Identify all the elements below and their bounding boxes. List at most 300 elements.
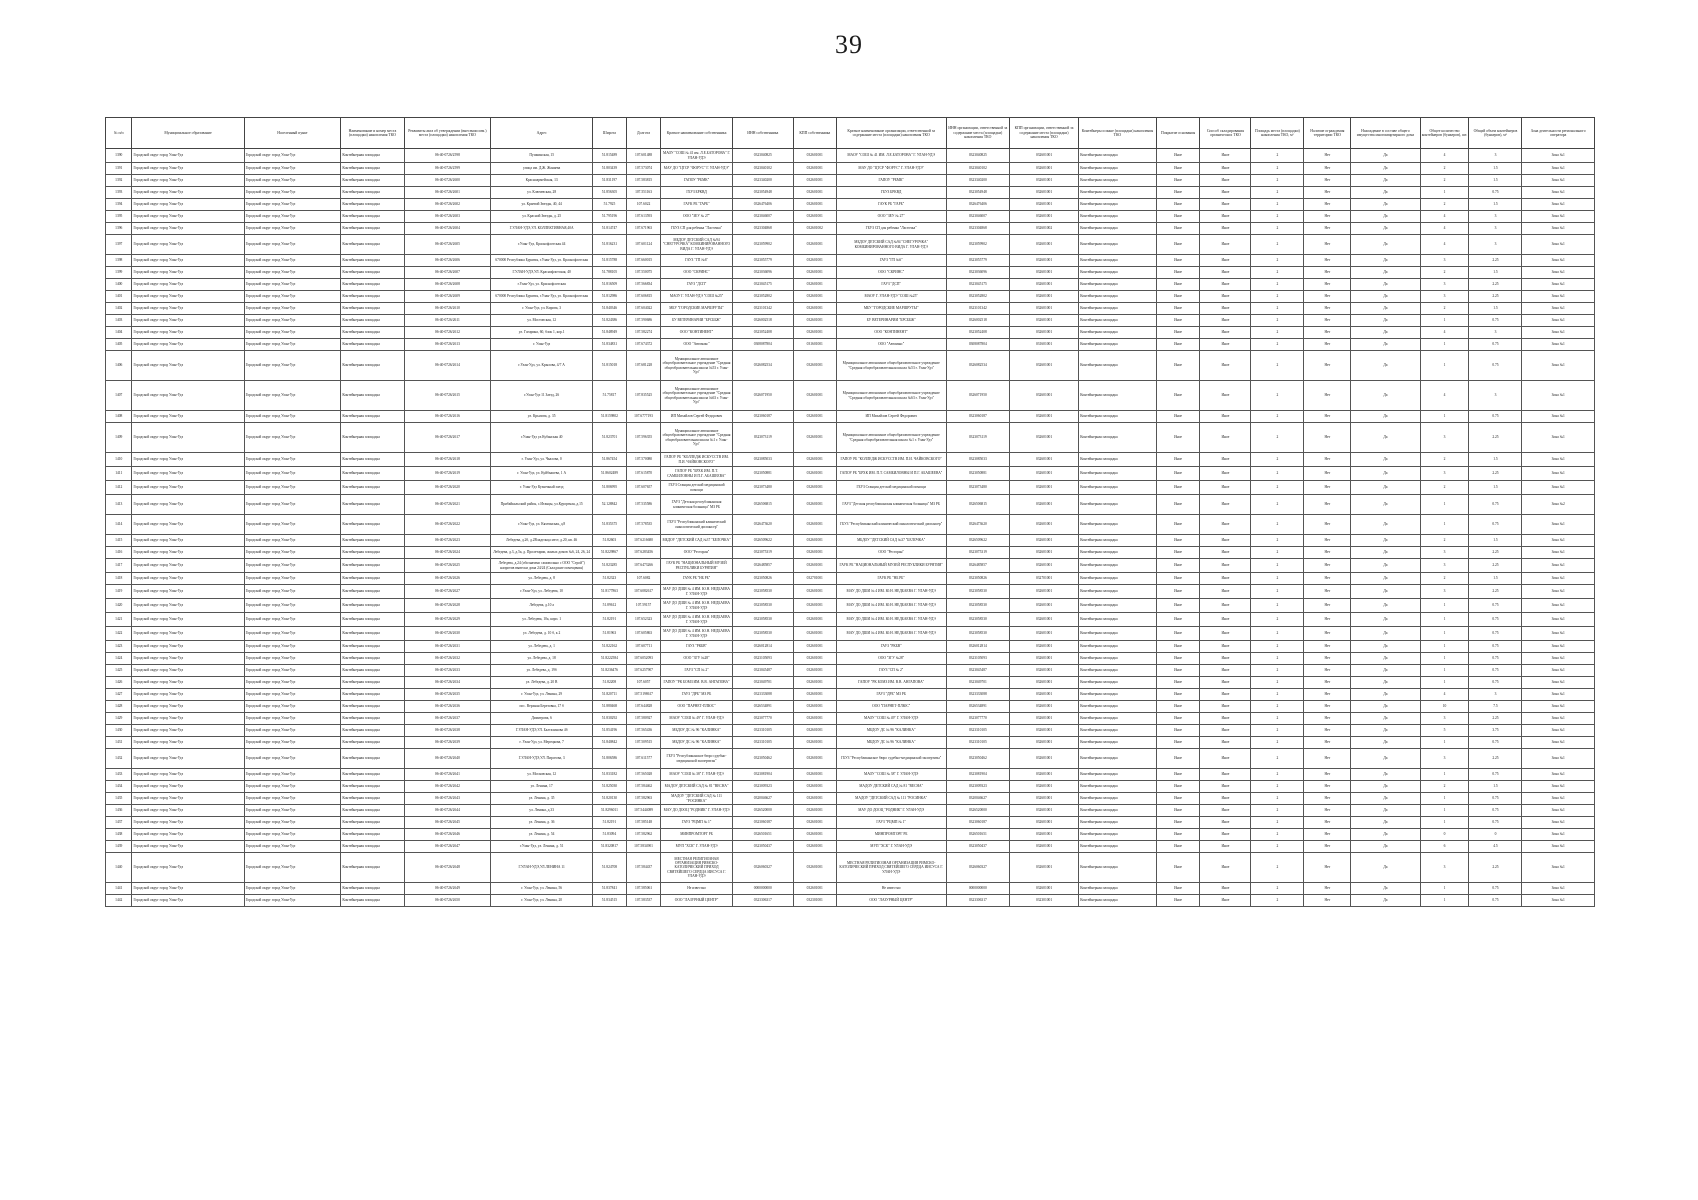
table-cell: 2 bbox=[1251, 829, 1304, 841]
table-cell: Контейнерная площадка bbox=[1079, 701, 1156, 713]
table-cell: 0323306317 bbox=[732, 895, 793, 907]
table-cell: Зона №1 bbox=[1522, 749, 1595, 769]
table-cell: Городской округ город Улан-Удэ bbox=[244, 613, 341, 627]
table-row bbox=[106, 423, 1595, 453]
table-cell: 1437 bbox=[106, 817, 132, 829]
table-cell: Городской округ город Улан-Удэ bbox=[132, 235, 244, 255]
table-cell: 2 bbox=[1251, 817, 1304, 829]
table-row bbox=[106, 627, 1595, 641]
table-cell: Контейнерная площадка bbox=[341, 279, 404, 291]
table-cell: 0323075319 bbox=[946, 547, 1009, 559]
table-cell: МИНПРОМТОРГ РБ bbox=[836, 829, 946, 841]
table-cell: Контейнерная площадка bbox=[341, 411, 404, 423]
table-cell: 1 bbox=[1420, 351, 1469, 381]
table-cell: 06-40-0726/2649 bbox=[404, 883, 491, 895]
table-cell: 032601001 bbox=[1009, 829, 1078, 841]
table-cell: Иное bbox=[1200, 149, 1251, 163]
table-cell: 0.75 bbox=[1469, 627, 1522, 641]
table-cell: 0 bbox=[1420, 829, 1469, 841]
table-cell: 032601001 bbox=[793, 187, 836, 199]
table-cell: Контейнерная площадка bbox=[1079, 805, 1156, 817]
table-cell: 107.551163 bbox=[626, 187, 661, 199]
table-cell: 032601001 bbox=[793, 235, 836, 255]
table-cell: Иное bbox=[1200, 781, 1251, 793]
table-cell: Иное bbox=[1200, 769, 1251, 781]
table-cell: Контейнерная площадка bbox=[1079, 689, 1156, 701]
table-cell: Городской округ город Улан-Удэ bbox=[132, 535, 244, 547]
table-cell: 031601001 bbox=[1009, 339, 1078, 351]
table-cell: 107.606815 bbox=[626, 291, 661, 303]
table-row bbox=[106, 411, 1595, 423]
table-cell: 2 bbox=[1251, 315, 1304, 327]
table-cell: Иное bbox=[1200, 291, 1251, 303]
table-cell: МАДОУ ДЕТСКИЙ САД № 81 "ВЕСНА" bbox=[661, 781, 732, 793]
table-cell: 0326002518 bbox=[732, 315, 793, 327]
table-cell: 2 bbox=[1251, 303, 1304, 315]
table-cell: 032601001 bbox=[793, 613, 836, 627]
table-cell: Зона №1 bbox=[1522, 515, 1595, 535]
table-cell: Да bbox=[1351, 255, 1420, 267]
table-cell: ГАУЗ "СП № 2" bbox=[661, 665, 732, 677]
table-cell: 1 bbox=[1420, 883, 1469, 895]
table-cell: 51.803439 bbox=[593, 163, 627, 175]
table-cell: 51.840842 bbox=[593, 737, 627, 749]
table-cell: 06-40-0726/2644 bbox=[404, 805, 491, 817]
table-cell: 032601001 bbox=[1009, 737, 1078, 749]
table-cell: Да bbox=[1351, 641, 1420, 653]
table-cell: 0323081904 bbox=[946, 769, 1009, 781]
table-cell: Зона №1 bbox=[1522, 279, 1595, 291]
table-cell: Зона №1 bbox=[1522, 805, 1595, 817]
table-cell: Городской округ город Улан-Удэ bbox=[244, 627, 341, 641]
table-cell: ул. Краевой Звезды, 40, 44 bbox=[491, 199, 593, 211]
table-cell: 0323310105 bbox=[732, 737, 793, 749]
table-cell: 1421 bbox=[106, 613, 132, 627]
table-cell: 032601001 bbox=[793, 255, 836, 267]
table-cell: Контейнерная площадка bbox=[1079, 599, 1156, 613]
table-cell: Пушкинская, 15 bbox=[491, 149, 593, 163]
table-cell: ул. Московская, 12 bbox=[491, 769, 593, 781]
table-cell: Городской округ город Улан-Удэ bbox=[244, 769, 341, 781]
table-cell: ГАПОУ "РБМК" bbox=[661, 175, 732, 187]
table-cell: 1 bbox=[1420, 315, 1469, 327]
column-header: Наименование и номер места (площадки) накопления ТКО bbox=[341, 118, 404, 149]
table-cell: 51.814747 bbox=[593, 223, 627, 235]
table-cell: 51.82603 bbox=[593, 535, 627, 547]
table-cell: 51.8296011 bbox=[593, 805, 627, 817]
table-cell: 2 bbox=[1251, 381, 1304, 411]
table-cell: 0323310105 bbox=[946, 737, 1009, 749]
table-cell: МАУ ДО ДООЦ "РОДНИК" Г. УЛАН-УДЭ bbox=[661, 805, 732, 817]
table-cell: 1 bbox=[1420, 653, 1469, 665]
table-cell: Зона №1 bbox=[1522, 841, 1595, 853]
table-cell: Городской округ город Улан-Удэ bbox=[132, 613, 244, 627]
table-cell: 032601001 bbox=[793, 535, 836, 547]
table-cell: 032601001 bbox=[1009, 769, 1078, 781]
table-cell: Контейнерная площадка bbox=[341, 199, 404, 211]
table-cell: Городской округ город Улан-Удэ bbox=[132, 223, 244, 235]
table-cell: Зона №1 bbox=[1522, 829, 1595, 841]
table-cell: Контейнерная площадка bbox=[341, 737, 404, 749]
table-cell: 06-40-0726/2647 bbox=[404, 841, 491, 853]
table-cell: Иное bbox=[1200, 351, 1251, 381]
table-cell: МАОУ "СОШ № 38" Г. УЛАН-УДЭ bbox=[836, 769, 946, 781]
table-cell: Контейнерная площадка bbox=[341, 149, 404, 163]
table-cell: 032601001 bbox=[793, 805, 836, 817]
table-cell: Городской округ город Улан-Удэ bbox=[132, 793, 244, 805]
table-cell: 0.75 bbox=[1469, 515, 1522, 535]
table-cell: ГАУЗ "РЦМП № 1" bbox=[836, 817, 946, 829]
table-cell: ГАУЗ "ДРБ" МЗ РБ bbox=[661, 689, 732, 701]
table-cell: 06-40-0726/2650 bbox=[404, 895, 491, 907]
table-cell: Контейнерная площадка bbox=[1079, 223, 1156, 235]
table-cell: ГАУК РБ "НБ РБ" bbox=[661, 573, 732, 585]
table-cell: Городской округ город Улан-Удэ bbox=[132, 315, 244, 327]
table-cell: Контейнерная площадка bbox=[341, 895, 404, 907]
table-cell: 51.89612 bbox=[593, 599, 627, 613]
table-cell: 032601001 bbox=[1009, 267, 1078, 279]
table-cell: 0326534891 bbox=[946, 701, 1009, 713]
table-cell: Городской округ город Улан-Удэ bbox=[132, 411, 244, 423]
table-cell: 032701001 bbox=[793, 573, 836, 585]
table-cell: Нет bbox=[1304, 817, 1351, 829]
table-cell: 2 bbox=[1251, 701, 1304, 713]
table-cell: 51.815018 bbox=[593, 351, 627, 381]
table-cell: 0326473620 bbox=[946, 515, 1009, 535]
table-cell: Городской округ город Улан-Удэ bbox=[132, 725, 244, 737]
table-cell: Контейнерная площадка bbox=[341, 453, 404, 467]
table-cell: Иное bbox=[1200, 315, 1251, 327]
table-cell: Г.УЛАН-УДЭ,УЛ. Краснофлотская, 40 bbox=[491, 267, 593, 279]
table-cell: Городской округ город Улан-Удэ bbox=[244, 481, 341, 495]
table-cell: 0.75 bbox=[1469, 793, 1522, 805]
table-cell: 06-40-0726/2598 bbox=[404, 149, 491, 163]
table-cell: Городской округ город Улан-Удэ bbox=[132, 737, 244, 749]
table-cell: МАДОУ "ДЕТСКИЙ САД № 111 "РОСИНКА" bbox=[661, 793, 732, 805]
table-cell: 3 bbox=[1420, 279, 1469, 291]
table-row bbox=[106, 573, 1595, 585]
table-cell: 0323009323 bbox=[946, 781, 1009, 793]
table-cell: Зона №1 bbox=[1522, 769, 1595, 781]
table-cell: Нет bbox=[1304, 223, 1351, 235]
table-cell: 1394 bbox=[106, 199, 132, 211]
table-cell: Да bbox=[1351, 665, 1420, 677]
table-cell: 1 bbox=[1420, 895, 1469, 907]
table-cell: ГАУК РБ "НАЦИОНАЛЬНЫЙ МУЗЕЙ РЕСПУБЛИКИ БУРЯТИЯ" bbox=[836, 559, 946, 573]
table-cell: 3 bbox=[1469, 211, 1522, 223]
table-cell: Иное bbox=[1200, 805, 1251, 817]
table-cell: 0.75 bbox=[1469, 883, 1522, 895]
column-header: Муниципальное образование bbox=[132, 118, 244, 149]
table-cell: Контейнерная площадка bbox=[341, 653, 404, 665]
table-cell: ул. Лебедева, д. 10 б, к 2 bbox=[491, 627, 593, 641]
table-cell: 1434 bbox=[106, 781, 132, 793]
table-cell: Городской округ город Улан-Удэ bbox=[244, 737, 341, 749]
table-cell: 1424 bbox=[106, 653, 132, 665]
table-cell: Контейнерная площадка bbox=[1079, 175, 1156, 187]
table-cell: 2 bbox=[1251, 211, 1304, 223]
table-cell: 2.25 bbox=[1469, 279, 1522, 291]
table-cell: Да bbox=[1351, 793, 1420, 805]
table-cell: 032601001 bbox=[793, 163, 836, 175]
table-cell: 0323060187 bbox=[732, 817, 793, 829]
table-cell: 2 bbox=[1251, 495, 1304, 515]
table-cell: 06-40-0726/2635 bbox=[404, 689, 491, 701]
table-cell: Иное bbox=[1200, 223, 1251, 235]
table-cell: 1416 bbox=[106, 547, 132, 559]
table-cell: Иное bbox=[1200, 211, 1251, 223]
table-cell: 2 bbox=[1251, 255, 1304, 267]
table-cell: Зона №1 bbox=[1522, 817, 1595, 829]
table-cell: Иное bbox=[1156, 315, 1200, 327]
table-cell: Контейнерная площадка bbox=[341, 817, 404, 829]
table-cell: ООО "ЗГУ №28" bbox=[836, 653, 946, 665]
table-cell: 51.8177863 bbox=[593, 585, 627, 599]
table-cell: Контейнерная площадка bbox=[341, 599, 404, 613]
table-cell: 2 bbox=[1251, 515, 1304, 535]
table-cell: Да bbox=[1351, 535, 1420, 547]
table-cell: Городской округ город Улан-Удэ bbox=[132, 481, 244, 495]
table-cell: МБДОУ "ДЕТСКИЙ САД №37 "БЕЛОЧКА" bbox=[661, 535, 732, 547]
table-cell: 0323101342 bbox=[946, 303, 1009, 315]
table-cell: 2 bbox=[1420, 199, 1469, 211]
table-cell: 1412 bbox=[106, 481, 132, 495]
table-cell: ГАУЗ "РЦМП № 1" bbox=[661, 817, 732, 829]
table-cell: 032601001 bbox=[793, 817, 836, 829]
table-cell: ГБУЗ "Республиканское бюро судебно-медицинской экспертизы" bbox=[836, 749, 946, 769]
table-cell: 52.128842 bbox=[593, 495, 627, 515]
table-cell: 06-40-0726/2621 bbox=[404, 495, 491, 515]
table-cell: 1.5 bbox=[1469, 573, 1522, 585]
table-cell: 0323055779 bbox=[732, 255, 793, 267]
table-cell: Нет bbox=[1304, 653, 1351, 665]
table-cell: Контейнерная площадка bbox=[341, 713, 404, 725]
table-cell: ГБУЗ СП для ребенка "Ласточка" bbox=[661, 223, 732, 235]
table-cell: 2 bbox=[1251, 175, 1304, 187]
table-cell: 0323081904 bbox=[732, 769, 793, 781]
table-cell: Городской округ город Улан-Удэ bbox=[244, 327, 341, 339]
table-cell: 06-40-0726/2607 bbox=[404, 267, 491, 279]
table-cell: Контейнерная площадка bbox=[1079, 327, 1156, 339]
table-cell: 2 bbox=[1251, 547, 1304, 559]
table-cell: Контейнерная площадка bbox=[341, 315, 404, 327]
table-cell: 032601001 bbox=[793, 327, 836, 339]
table-cell: Контейнерная площадка bbox=[1079, 535, 1156, 547]
table-cell: 51.820130 bbox=[593, 793, 627, 805]
table-cell: 2 bbox=[1251, 351, 1304, 381]
table-cell: 51.834831 bbox=[593, 339, 627, 351]
table-cell: 2.25 bbox=[1469, 559, 1522, 573]
table-cell: Иное bbox=[1156, 781, 1200, 793]
table-cell: БУ ВЕТЕРИНАРИИ "БРСББЖ" bbox=[836, 315, 946, 327]
table-cell: 032601001 bbox=[1009, 627, 1078, 641]
table-cell: 1 bbox=[1420, 495, 1469, 515]
table-cell: Иное bbox=[1156, 515, 1200, 535]
table-cell: Да bbox=[1351, 653, 1420, 665]
table-cell: Контейнерная площадка bbox=[1079, 149, 1156, 163]
table-cell: 0326473620 bbox=[732, 515, 793, 535]
table-cell: Контейнерная площадка bbox=[341, 547, 404, 559]
table-cell: Контейнерная площадка bbox=[1079, 737, 1156, 749]
table-row bbox=[106, 381, 1595, 411]
table-cell: Городской округ город Улан-Удэ bbox=[132, 267, 244, 279]
table-cell: 1.5 bbox=[1469, 175, 1522, 187]
table-cell: 2 bbox=[1420, 453, 1469, 467]
table-row bbox=[106, 665, 1595, 677]
table-cell: Да bbox=[1351, 677, 1420, 689]
table-cell: Контейнерная площадка bbox=[341, 853, 404, 883]
table-cell: Городской округ город Улан-Удэ bbox=[244, 351, 341, 381]
table-cell: 2 bbox=[1251, 585, 1304, 599]
table-cell: 0323040825 bbox=[732, 149, 793, 163]
table-cell: 0 bbox=[1469, 829, 1522, 841]
column-header: № п/п bbox=[106, 118, 132, 149]
table-cell: 032601001 bbox=[793, 175, 836, 187]
table-cell: 2 bbox=[1251, 235, 1304, 255]
table-cell: Нет bbox=[1304, 641, 1351, 653]
table-cell: Контейнерная площадка bbox=[341, 267, 404, 279]
table-cell: Нет bbox=[1304, 381, 1351, 411]
table-cell: 0323050881 bbox=[946, 467, 1009, 481]
table-cell: 06-40-0726/2632 bbox=[404, 653, 491, 665]
table-cell: Нет bbox=[1304, 453, 1351, 467]
table-cell: 032601001 bbox=[793, 267, 836, 279]
table-cell: Контейнерная площадка bbox=[1079, 303, 1156, 315]
table-cell: 51.822162 bbox=[593, 641, 627, 653]
table-cell: Городской округ город Улан-Удэ bbox=[132, 805, 244, 817]
table-cell: Иное bbox=[1200, 327, 1251, 339]
table-cell: ул. Мостовская, 12 bbox=[491, 315, 593, 327]
table-cell: Нет bbox=[1304, 279, 1351, 291]
table-cell: Контейнерная площадка bbox=[1079, 559, 1156, 573]
table-cell: МАУ ДО ДШИ № 4 ИМ. Ю.Н. НЕДБАЕВА Г. УЛАН-УДЭ bbox=[661, 613, 732, 627]
table-cell: МБДОУ ДС № 96 "КАЛИНКА" bbox=[836, 737, 946, 749]
table-cell: МАОУ "СОШ № 49" Г. УЛАН-УДЭ bbox=[661, 713, 732, 725]
table-cell: 032601001 bbox=[1009, 559, 1078, 573]
table-cell: 1439 bbox=[106, 841, 132, 853]
table-cell: Иное bbox=[1200, 339, 1251, 351]
table-cell: 032601001 bbox=[1009, 423, 1078, 453]
table-cell: 51.820711 bbox=[593, 689, 627, 701]
column-header: Широта bbox=[593, 118, 627, 149]
table-cell: Иное bbox=[1200, 737, 1251, 749]
table-cell: 032601001 bbox=[793, 559, 836, 573]
table-cell: 032601001 bbox=[793, 467, 836, 481]
table-cell: 0323050462 bbox=[732, 749, 793, 769]
table-cell: Контейнерная площадка bbox=[341, 291, 404, 303]
table-cell: 0326060327 bbox=[946, 853, 1009, 883]
table-cell: Городской округ город Улан-Удэ bbox=[244, 199, 341, 211]
table-cell: 1 bbox=[1420, 677, 1469, 689]
table-cell: 0323036096 bbox=[732, 267, 793, 279]
table-cell: Городской округ город Улан-Удэ bbox=[132, 163, 244, 175]
table-cell: 51.82323 bbox=[593, 573, 627, 585]
table-cell: 0.75 bbox=[1469, 641, 1522, 653]
table-cell: 51.8229867 bbox=[593, 547, 627, 559]
table-cell: 032601001 bbox=[1009, 175, 1078, 187]
table-cell: 107.5444089 bbox=[626, 805, 661, 817]
table-cell: 032601001 bbox=[793, 737, 836, 749]
table-cell: ООО "Ресторан" bbox=[661, 547, 732, 559]
table-cell: Иное bbox=[1200, 793, 1251, 805]
table-cell: 032601001 bbox=[793, 853, 836, 883]
table-cell: Контейнерная площадка bbox=[1079, 653, 1156, 665]
table-cell: 0.75 bbox=[1469, 495, 1522, 515]
table-cell: 107.674372 bbox=[626, 339, 661, 351]
table-cell: 0323077770 bbox=[946, 713, 1009, 725]
table-cell: ООО "КОНТИНЕНТ" bbox=[836, 327, 946, 339]
table-cell: Нет bbox=[1304, 689, 1351, 701]
table-cell: 032601001 bbox=[1009, 303, 1078, 315]
table-cell: 51.833182 bbox=[593, 769, 627, 781]
table-cell: 107.535586 bbox=[626, 495, 661, 515]
table-cell: 3 bbox=[1420, 749, 1469, 769]
table-cell: МАОУ "СОШ № 38" Г. УЛАН-УДЭ bbox=[661, 769, 732, 781]
table-cell: 032601001 bbox=[1009, 163, 1078, 175]
table-cell: 107.596355 bbox=[626, 423, 661, 453]
table-cell: 107.652323 bbox=[626, 613, 661, 627]
table-cell: ООО "ЛАЗУРНЫЙ ЦЕНТР" bbox=[661, 895, 732, 907]
table-cell: Лебедева, д.2б, д.2Владельца мест, д.20, кв. 46 bbox=[491, 535, 593, 547]
table-row bbox=[106, 677, 1595, 689]
table-cell: Зона №1 bbox=[1522, 223, 1595, 235]
table-cell: Зона №1 bbox=[1522, 199, 1595, 211]
table-cell: 2 bbox=[1251, 339, 1304, 351]
table-cell: 1 bbox=[1420, 769, 1469, 781]
table-cell: ГАПОУ "РК БОМЗ ИМ. В.В. АНГАПОВА" bbox=[836, 677, 946, 689]
table-header-row bbox=[106, 118, 1595, 149]
table-cell: Иное bbox=[1200, 535, 1251, 547]
table-cell: 0326501651 bbox=[946, 829, 1009, 841]
table-cell: Иное bbox=[1156, 585, 1200, 599]
table-cell: 51.82191 bbox=[593, 817, 627, 829]
table-cell: Да bbox=[1351, 781, 1420, 793]
table-cell: Да bbox=[1351, 223, 1420, 235]
table-cell: 1390 bbox=[106, 149, 132, 163]
table-cell: Иное bbox=[1200, 303, 1251, 315]
table-cell: Иное bbox=[1200, 829, 1251, 841]
table-cell: 107.565028 bbox=[626, 769, 661, 781]
table-cell: 2 bbox=[1251, 223, 1304, 235]
table-cell: Нет bbox=[1304, 495, 1351, 515]
table-cell: 2 bbox=[1251, 467, 1304, 481]
table-cell: Иное bbox=[1200, 641, 1251, 653]
table-cell: Контейнерная площадка bbox=[341, 327, 404, 339]
table-cell: Городской округ город Улан-Удэ bbox=[244, 653, 341, 665]
table-cell: г. Улан-Удэ Кузнечный заезд bbox=[491, 481, 593, 495]
table-cell: 51.8159802 bbox=[593, 411, 627, 423]
table-cell: 107.6216680 bbox=[626, 535, 661, 547]
table-cell: Городской округ город Улан-Удэ bbox=[132, 175, 244, 187]
table-cell: 0323055779 bbox=[946, 255, 1009, 267]
table-cell: Зона №1 bbox=[1522, 267, 1595, 279]
table-cell: 0326506815 bbox=[732, 495, 793, 515]
table-cell: Иное bbox=[1200, 515, 1251, 535]
table-cell: МБДОУ ДЕТСКИЙ САД №94 "СНЕГУРОЧКА" КОМБИНИРОВАННОГО ВИДА Г. УЛАН-УДЭ bbox=[661, 235, 732, 255]
table-cell: Зона №1 bbox=[1522, 585, 1595, 599]
table-cell: 032601001 bbox=[793, 793, 836, 805]
table-cell: Да bbox=[1351, 187, 1420, 199]
table-cell: Нет bbox=[1304, 467, 1351, 481]
table-cell: Иное bbox=[1200, 689, 1251, 701]
table-cell: Городской округ город Улан-Удэ bbox=[132, 423, 244, 453]
table-cell: 06-40-0726/2636 bbox=[404, 701, 491, 713]
table-cell: пос. Верхняя Березовка, 17 б bbox=[491, 701, 593, 713]
table-cell: 0323040825 bbox=[946, 149, 1009, 163]
table-cell: Иное bbox=[1156, 713, 1200, 725]
table-cell: Зона №1 bbox=[1522, 573, 1595, 585]
table-cell: Нет bbox=[1304, 339, 1351, 351]
